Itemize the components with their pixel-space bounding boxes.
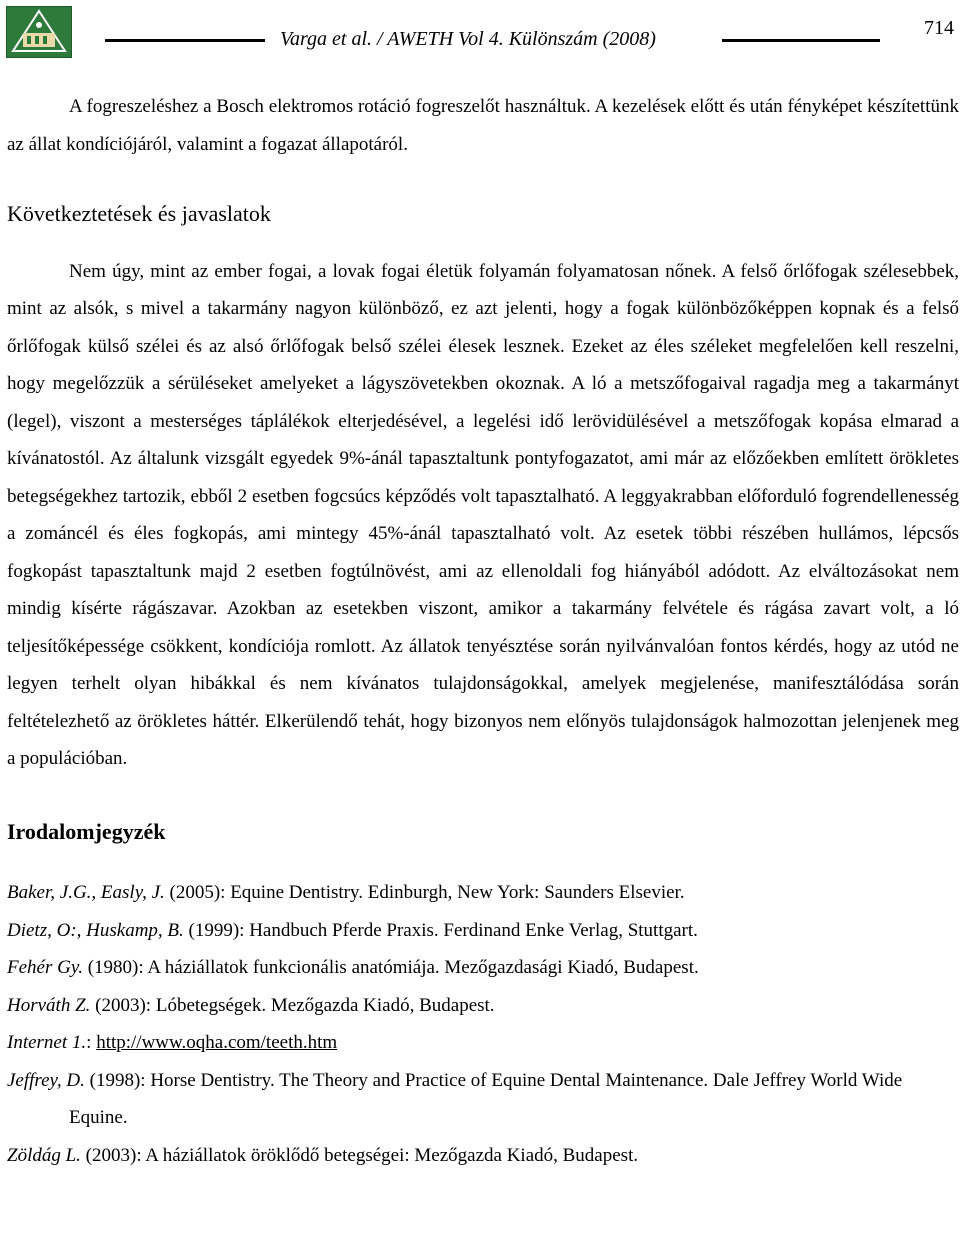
reference-item xyxy=(7,1062,959,1137)
reference-author: Fehér Gy. xyxy=(7,957,83,978)
reference-list xyxy=(7,874,959,1174)
header-rule-left xyxy=(105,39,265,42)
reference-text: (2003): Lóbetegségek. Mezőgazda Kiadó, Budapest. xyxy=(90,994,495,1016)
reference-item xyxy=(7,874,959,912)
conclusions-paragraph: Nem úgy, mint az ember fogai, a lovak fogai életük folyamán folyamatosan nőnek. A felső őrlőfogak szélesebbek, mint az alsók, s mivel a takarmány nagyon különböző, ez azt jelenti, hogy a fogak különbözőképpen kopnak és a felső őrlőfogak külső szélei és az alsó őrlőfogak belső szélei élesek lesznek. Ezeket az éles széleket megfelelően kell reszelni, hogy megelőzzük a sérüléseket amelyeket a lágyszövetekben okoznak. A ló a metszőfogaival ragadja meg a takarmányt (legel), viszont a mesterséges táplálékok elterjedésével, a legelési idő lerövidülésével a metszőfogak kopása elmarad a kívánatostól. Az általunk vizsgált egyedek 9%-ánál tapasztaltunk pontyfogazatot, ami már az előzőekben említett örökletes betegségekhez tartozik, ebből 2 esetben fogcsúcs képződés volt tapasztalható. A leggyakrabban előforduló fogrendellenesség a zománcél és éles fogkopás, ami mintegy 45%-ánál tapasztalható volt. Az esetek többi részében hullámos, lépcsős fogkopást tapasztaltunk majd 2 esetben fogtúlnövést, ami az ellenoldali fog hiányából adódott. Az elváltozásokat nem mindig kísérte rágászavar. Azokban az esetekben viszont, amikor a takarmány felvétele és rágása zavart volt, a ló teljesítőképessége csökkent, kondíciója romlott. Az állatok tenyésztése során nyilvánvalóan fontos kérdés, hogy az utód ne legyen terhelt olyan hibákkal és nem kívánatos tulajdonságokkal, amelyek megjelenése, manifesztálódása során feltételezhető az örökletes háttér. Elkerülendő tehát, hogy bizonyos nem előnyös tulajdonságok halmozottan jelenjenek meg a populációban. xyxy=(7,260,959,769)
intro-paragraph: A fogreszeléshez a Bosch elektromos rotáció fogreszelőt használtuk. A kezelések előtt és után fényképet készítettünk az állat kondíciójáról, valamint a fogazat állapotáról. xyxy=(7,96,959,155)
reference-text: (2005): Equine Dentistry. Edinburgh, New York: Saunders Elsevier. xyxy=(164,882,685,903)
conclusions-heading: Következtetések és javaslatok xyxy=(7,201,271,226)
reference-author: Internet 1. xyxy=(7,1032,87,1053)
page-number: 714 xyxy=(924,17,954,39)
page-header xyxy=(0,0,960,70)
reference-author: Zöldág L. xyxy=(7,1144,81,1166)
reference-author: Jeffrey, D. xyxy=(7,1069,85,1091)
reference-item xyxy=(7,987,959,1025)
logo-graphic xyxy=(7,7,71,57)
reference-item xyxy=(7,1137,959,1175)
running-title: Varga et al. / AWETH Vol 4. Különszám (2008) xyxy=(280,28,656,50)
reference-text: (2003): A háziállatok öröklődő betegségei: Mezőgazda Kiadó, Budapest. xyxy=(80,1144,639,1166)
reference-author: Baker, J.G., Easly, J. xyxy=(7,882,165,903)
references-heading: Irodalomjegyzék xyxy=(7,818,166,844)
article-body xyxy=(7,88,959,1174)
reference-text: (1999): Handbuch Pferde Praxis. Ferdinand Enke Verlag, Stuttgart. xyxy=(183,919,698,941)
journal-logo-icon xyxy=(6,6,72,58)
reference-text: : xyxy=(86,1032,97,1053)
reference-author: Horváth Z. xyxy=(7,994,91,1016)
header-rule-right xyxy=(722,39,880,42)
reference-text: (1980): A háziállatok funkcionális anatómiája. Mezőgazdasági Kiadó, Budapest. xyxy=(82,957,699,978)
reference-item xyxy=(7,949,959,987)
reference-text: (1998): Horse Dentistry. The Theory and Practice of Equine Dental Maintenance. Dale Jeffrey World Wide Equine. xyxy=(69,1069,903,1128)
reference-item xyxy=(7,1024,959,1062)
reference-link[interactable]: http://www.oqha.com/teeth.htm xyxy=(96,1032,338,1053)
reference-item xyxy=(7,912,959,950)
reference-author: Dietz, O:, Huskamp, B. xyxy=(7,919,184,941)
